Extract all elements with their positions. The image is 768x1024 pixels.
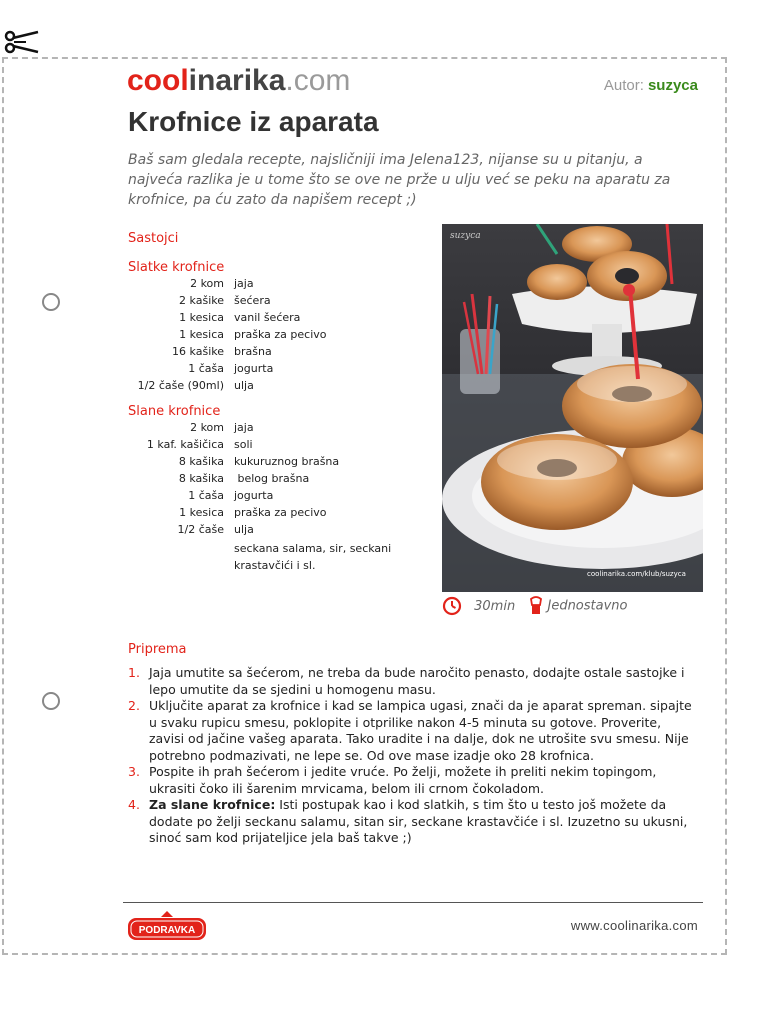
step-item: 4. Za slane krofnice: Isti postupak kao i kod slatkih, s tim što u testo još možete da dodate po želji seckanu salamu, sitan sir, seckane krastavčiće i sl. Izuzetno su ukusni, sinoć sam kod prijateljice jela baš takve ;) (128, 797, 688, 845)
scissors-icon (4, 28, 40, 56)
ingredient-row: 1 kesica vanil šećera (179, 311, 301, 324)
author-name[interactable]: suzyca (647, 77, 698, 94)
binder-hole-top (42, 293, 60, 311)
recipe-photo (442, 224, 703, 592)
ingredient-row: 2 kašike šećera (179, 294, 271, 307)
difficulty: Jednostavno (547, 598, 628, 614)
sweet-heading: Slatke krofnice (128, 260, 225, 275)
ingredient-row: 1 kaf. kašičica soli (146, 438, 253, 451)
ingredient-row: 1 čaša jogurta (188, 489, 274, 502)
step-item: 1. Jaja umutite sa šećerom, ne treba da bude naročito penasto, dodajte ostale sastojke i lepo umutite da se sjedini u homogenu masu. (128, 665, 685, 697)
author-line (604, 77, 698, 94)
ingredient-row: 1/2 čaše ulja (177, 523, 254, 536)
recipe-meta (442, 596, 627, 616)
step-item: 3. Pospite ih prah šećerom i jedite vruće. Po želji, možete ih preliti nekim topingom, ukrasiti čoko ili šarenim mrvicama, belom ili crnom čokoladom. (128, 764, 657, 796)
chef-hat-icon (529, 596, 543, 616)
photo-watermark-bottom: coolinarika.com/klub/suzyca (587, 570, 686, 578)
ingredients-heading: Sastojci (128, 231, 179, 246)
footer-divider (123, 902, 703, 903)
recipe-intro: Baš sam gledala recepte, najsličniji ima Jelena123, nijanse su u pitanju, a najveća razlika je u tome što se ove ne prže u ulju već se peku na aparatu za krofnice, pa ću zato da napišem recept ;) (128, 152, 671, 208)
prep-time: 30min (474, 598, 516, 614)
coolinarika-logo: coolinarika.com (127, 64, 351, 97)
ingredient-row: 2 kom jaja (190, 421, 254, 434)
ingredient-row: 8 kašika kukuruznog brašna (178, 455, 340, 468)
photo-watermark-top: suzyca (450, 231, 481, 241)
sweet-ingredients-table (128, 277, 327, 396)
ingredient-row: 8 kašika belog brašna (178, 472, 310, 485)
savory-ingredients-table (128, 421, 394, 574)
donuts-image (442, 224, 703, 592)
preparation-steps (128, 665, 698, 847)
binder-hole-bottom (42, 692, 60, 710)
ingredient-row: 2 kom jaja (190, 277, 254, 290)
website-link[interactable]: www.coolinarika.com (570, 918, 698, 933)
ingredient-row: 1 čaša jogurta (188, 362, 274, 375)
svg-text:PODRAVKA: PODRAVKA (138, 925, 196, 936)
ingredient-row: 16 kašike brašna (172, 345, 272, 358)
ingredient-row: 1 kesica praška za pecivo (179, 506, 327, 519)
clock-icon (442, 596, 462, 616)
author-label: Autor: (603, 77, 644, 94)
ingredient-row: seckana salama, sir, seckani krastavčići i sl. (234, 542, 392, 572)
ingredient-row: 1/2 čaše (90ml) ulja (137, 379, 254, 392)
podravka-logo (127, 909, 207, 943)
recipe-title: Krofnice iz aparata (128, 106, 379, 137)
preparation-heading: Priprema (128, 642, 187, 657)
savory-heading: Slane krofnice (128, 404, 221, 419)
step-item: 2. Uključite aparat za krofnice i kad se lampica ugasi, znači da je aparat spreman. sipajte u svaku rupicu smesu, poklopite i otprilike nakon 4-5 minuta su gotove. Proverite, zavisi od jačine vašeg aparata. Tako uradite i na dalje, dok ne utrošite svu smesu. Nije potrebno podmazivati, ne lepe se. Od ove mase izadje oko 28 krofnica. (128, 698, 692, 763)
ingredient-row: 1 kesica praška za pecivo (179, 328, 327, 341)
